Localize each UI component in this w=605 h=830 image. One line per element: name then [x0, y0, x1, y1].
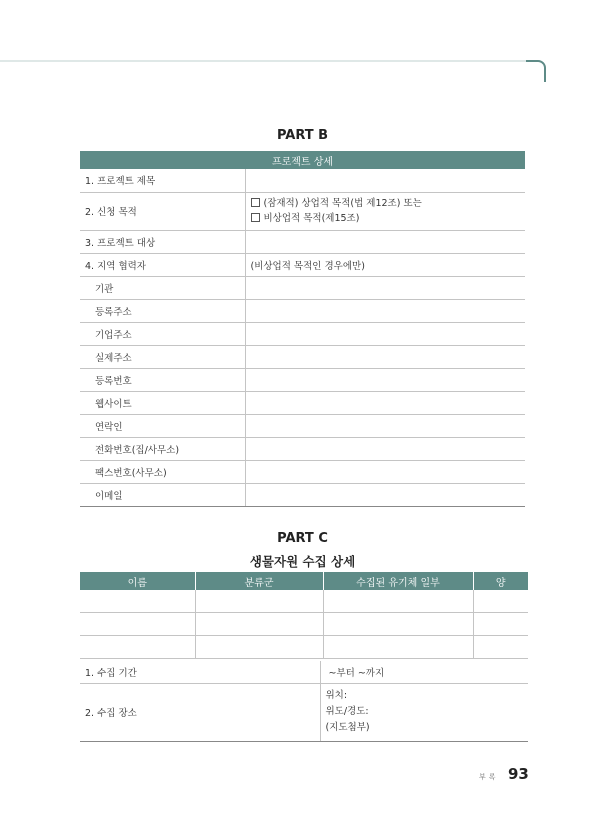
project-title-field[interactable] [245, 169, 525, 192]
col-organism-part: 수집된 유기체 일부 [323, 572, 473, 590]
row-label: 3. 프로젝트 대상 [80, 230, 245, 253]
col-name: 이름 [80, 572, 195, 590]
local-partner-note: (비상업적 목적인 경우에만) [245, 253, 525, 276]
commercial-option[interactable]: (잠재적) 상업적 목적(법 제12조) 또는 [251, 196, 521, 211]
institution-field[interactable] [245, 276, 525, 299]
row-label: 4. 지역 협력자 [80, 253, 245, 276]
actual-address-field[interactable] [245, 345, 525, 368]
collection-location-field[interactable] [320, 683, 528, 741]
latlong-line: 위도/경도: [325, 706, 369, 717]
row-label: 2. 신청 목적 [80, 192, 245, 230]
row-label: 전화번호(집/사무소) [80, 437, 245, 460]
row-label: 웹사이트 [80, 391, 245, 414]
col-amount: 양 [473, 572, 528, 590]
row-label: 기업주소 [80, 322, 245, 345]
registration-number-field[interactable] [245, 368, 525, 391]
collection-details-table [80, 661, 528, 742]
taxon-cell[interactable] [195, 613, 323, 636]
project-target-field[interactable] [245, 230, 525, 253]
amount-cell[interactable] [473, 613, 528, 636]
col-taxon: 분류군 [195, 572, 323, 590]
name-cell[interactable] [80, 636, 195, 659]
row-label: 이메일 [80, 483, 245, 506]
part-c-subtitle: 생물자원 수집 상세 [249, 554, 356, 569]
row-label: 실제주소 [80, 345, 245, 368]
organism-part-cell[interactable] [323, 590, 473, 613]
project-details-header: 프로젝트 상세 [80, 151, 525, 169]
table-row [80, 590, 528, 613]
row-label: 1. 수집 기간 [80, 661, 320, 683]
part-c-title: PART C [277, 531, 328, 546]
email-field[interactable] [245, 483, 525, 506]
row-label: 연락인 [80, 414, 245, 437]
checkbox-icon[interactable] [251, 198, 260, 207]
contact-person-field[interactable] [245, 414, 525, 437]
taxon-cell[interactable] [195, 636, 323, 659]
collection-period-field[interactable]: ~부터 ~까지 [320, 661, 528, 683]
map-attach-line: (지도첨부) [325, 722, 370, 733]
footer-section-label: 부록 [479, 773, 499, 781]
project-details-table [80, 151, 525, 507]
phone-field[interactable] [245, 437, 525, 460]
collection-table [80, 572, 528, 659]
organism-part-cell[interactable] [323, 636, 473, 659]
page-corner-decoration [526, 60, 546, 82]
non-commercial-option[interactable]: 비상업적 목적(제15조) [251, 211, 521, 226]
table-row [80, 613, 528, 636]
taxon-cell[interactable] [195, 590, 323, 613]
purpose-options [245, 192, 525, 230]
amount-cell[interactable] [473, 590, 528, 613]
registered-address-field[interactable] [245, 299, 525, 322]
row-label: 팩스번호(사무소) [80, 460, 245, 483]
row-label: 2. 수집 장소 [80, 683, 320, 741]
top-rule [0, 60, 531, 62]
location-line: 위치: [325, 690, 348, 701]
checkbox-icon[interactable] [251, 213, 260, 222]
table-row [80, 636, 528, 659]
organism-part-cell[interactable] [323, 613, 473, 636]
row-label: 1. 프로젝트 제목 [80, 169, 245, 192]
website-field[interactable] [245, 391, 525, 414]
page-number: 93 [508, 765, 529, 783]
name-cell[interactable] [80, 613, 195, 636]
row-label: 등록번호 [80, 368, 245, 391]
name-cell[interactable] [80, 590, 195, 613]
fax-field[interactable] [245, 460, 525, 483]
business-address-field[interactable] [245, 322, 525, 345]
row-label: 등록주소 [80, 299, 245, 322]
part-b-title: PART B [276, 128, 329, 143]
row-label: 기관 [80, 276, 245, 299]
amount-cell[interactable] [473, 636, 528, 659]
